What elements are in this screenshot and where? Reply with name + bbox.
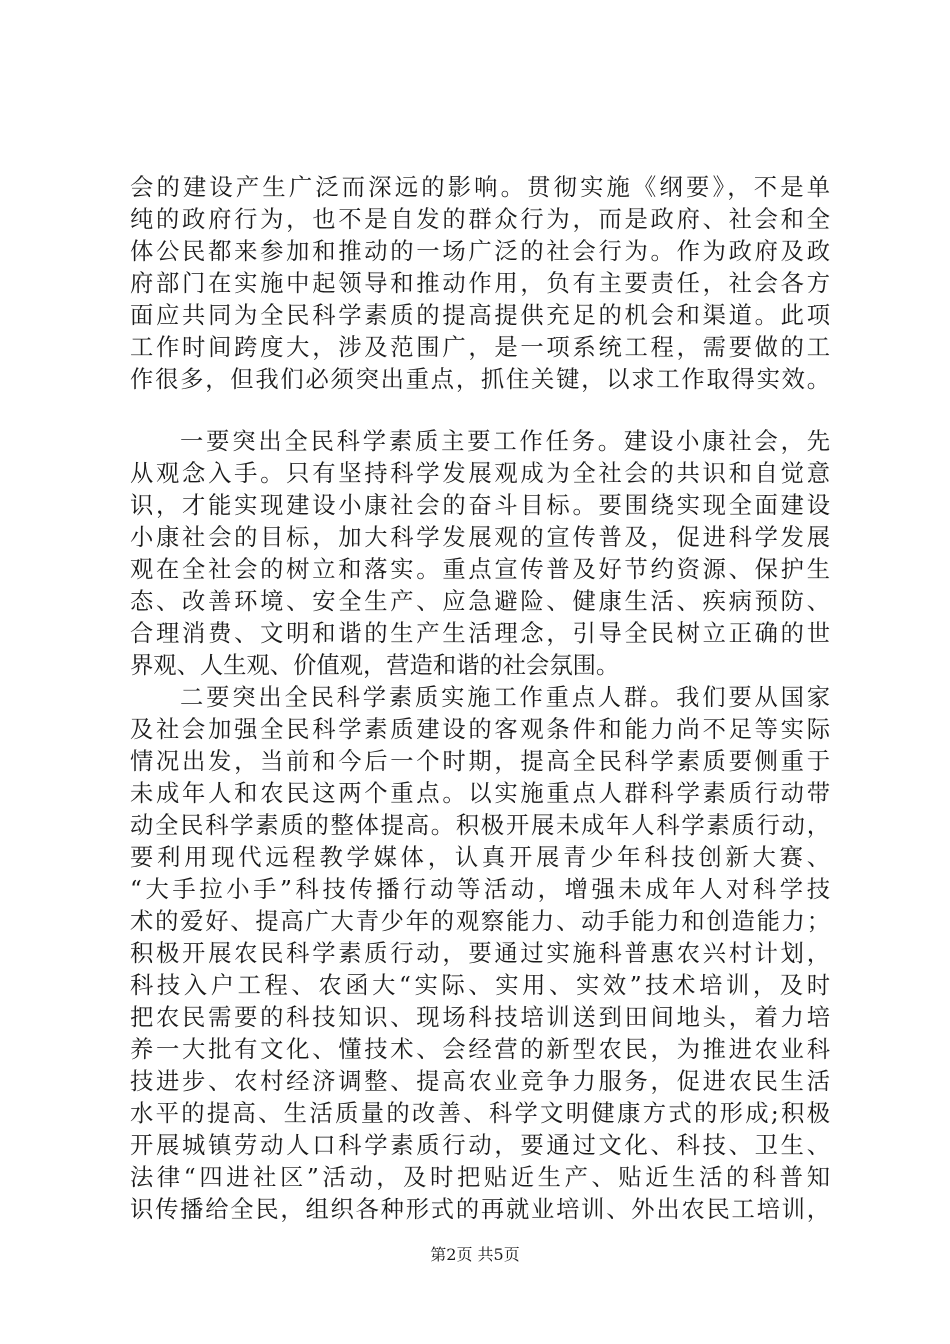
- paragraph-2-line: 一要突出全民科学素质主要工作任务。建设小康社会，先: [180, 428, 830, 455]
- paragraph-3-line: 未成年人和农民这两个重点。以实施重点人群科学素质行动带: [130, 780, 830, 807]
- paragraph-1-line: 体公民都来参加和推动的一场广泛的社会行为。作为政府及政: [130, 238, 830, 265]
- paragraph-2-line: 合理消费、文明和谐的生产生活理念，引导全民树立正确的世: [130, 620, 830, 647]
- paragraph-2-line: 观在全社会的树立和落实。重点宣传普及好节约资源、保护生: [130, 556, 830, 583]
- paragraph-3-line: 二要突出全民科学素质实施工作重点人群。我们要从国家: [180, 684, 830, 711]
- paragraph-3-line: 情况出发，当前和今后一个时期，提高全民科学素质要侧重于: [130, 748, 830, 775]
- paragraph-3-line: 科技入户工程、农函大“实际、实用、实效”技术培训，及时: [130, 972, 830, 999]
- paragraph-1-line: 纯的政府行为，也不是自发的群众行为，而是政府、社会和全: [130, 206, 830, 233]
- paragraph-2-line: 从观念入手。只有坚持科学发展观成为全社会的共识和自觉意: [130, 460, 830, 487]
- paragraph-3-line: 及社会加强全民科学素质建设的客观条件和能力尚不足等实际: [130, 716, 830, 743]
- paragraph-3-line: 术的爱好、提高广大青少年的观察能力、动手能力和创造能力；: [130, 908, 830, 935]
- paragraph-2-line: 态、改善环境、安全生产、应急避险、健康生活、疾病预防、: [130, 588, 830, 615]
- paragraph-3-line: 要利用现代远程教学媒体，认真开展青少年科技创新大赛、: [130, 844, 830, 871]
- paragraph-1-line: 府部门在实施中起领导和推动作用，负有主要责任，社会各方: [130, 270, 830, 297]
- paragraph-3-line: 识传播给全民，组织各种形式的再就业培训、外出农民工培训，: [130, 1196, 830, 1223]
- paragraph-3-line: 开展城镇劳动人口科学素质行动，要通过文化、科技、卫生、: [130, 1132, 830, 1159]
- page-footer: 第2页 共5页: [430, 1245, 520, 1264]
- paragraph-3-line: “大手拉小手”科技传播行动等活动，增强未成年人对科学技: [130, 876, 830, 903]
- paragraph-2-line: 小康社会的目标，加大科学发展观的宣传普及，促进科学发展: [130, 524, 830, 551]
- paragraph-1-line: 会的建设产生广泛而深远的影响。贯彻实施《纲要》，不是单: [130, 174, 830, 201]
- paragraph-3-line: 把农民需要的科技知识、现场科技培训送到田间地头，着力培: [130, 1004, 830, 1031]
- paragraph-1-line: 作很多，但我们必须突出重点，抓住关键，以求工作取得实效。: [130, 366, 830, 393]
- paragraph-3-line: 技进步、农村经济调整、提高农业竞争力服务，促进农民生活: [130, 1068, 830, 1095]
- paragraph-2-line: 界观、人生观、价值观，营造和谐的社会氛围。: [130, 652, 620, 679]
- paragraph-2-line: 识，才能实现建设小康社会的奋斗目标。要围绕实现全面建设: [130, 492, 830, 519]
- paragraph-3-line: 积极开展农民科学素质行动，要通过实施科普惠农兴村计划，: [130, 940, 830, 967]
- paragraph-3-line: 水平的提高、生活质量的改善、科学文明健康方式的形成;积极: [130, 1100, 830, 1127]
- paragraph-3-line: 法律“四进社区”活动，及时把贴近生产、贴近生活的科普知: [130, 1164, 830, 1191]
- paragraph-1-line: 面应共同为全民科学素质的提高提供充足的机会和渠道。此项: [130, 302, 830, 329]
- paragraph-3-line: 动全民科学素质的整体提高。积极开展未成年人科学素质行动，: [130, 812, 830, 839]
- paragraph-1-line: 工作时间跨度大，涉及范围广，是一项系统工程，需要做的工: [130, 334, 830, 361]
- paragraph-3-line: 养一大批有文化、懂技术、会经营的新型农民，为推进农业科: [130, 1036, 830, 1063]
